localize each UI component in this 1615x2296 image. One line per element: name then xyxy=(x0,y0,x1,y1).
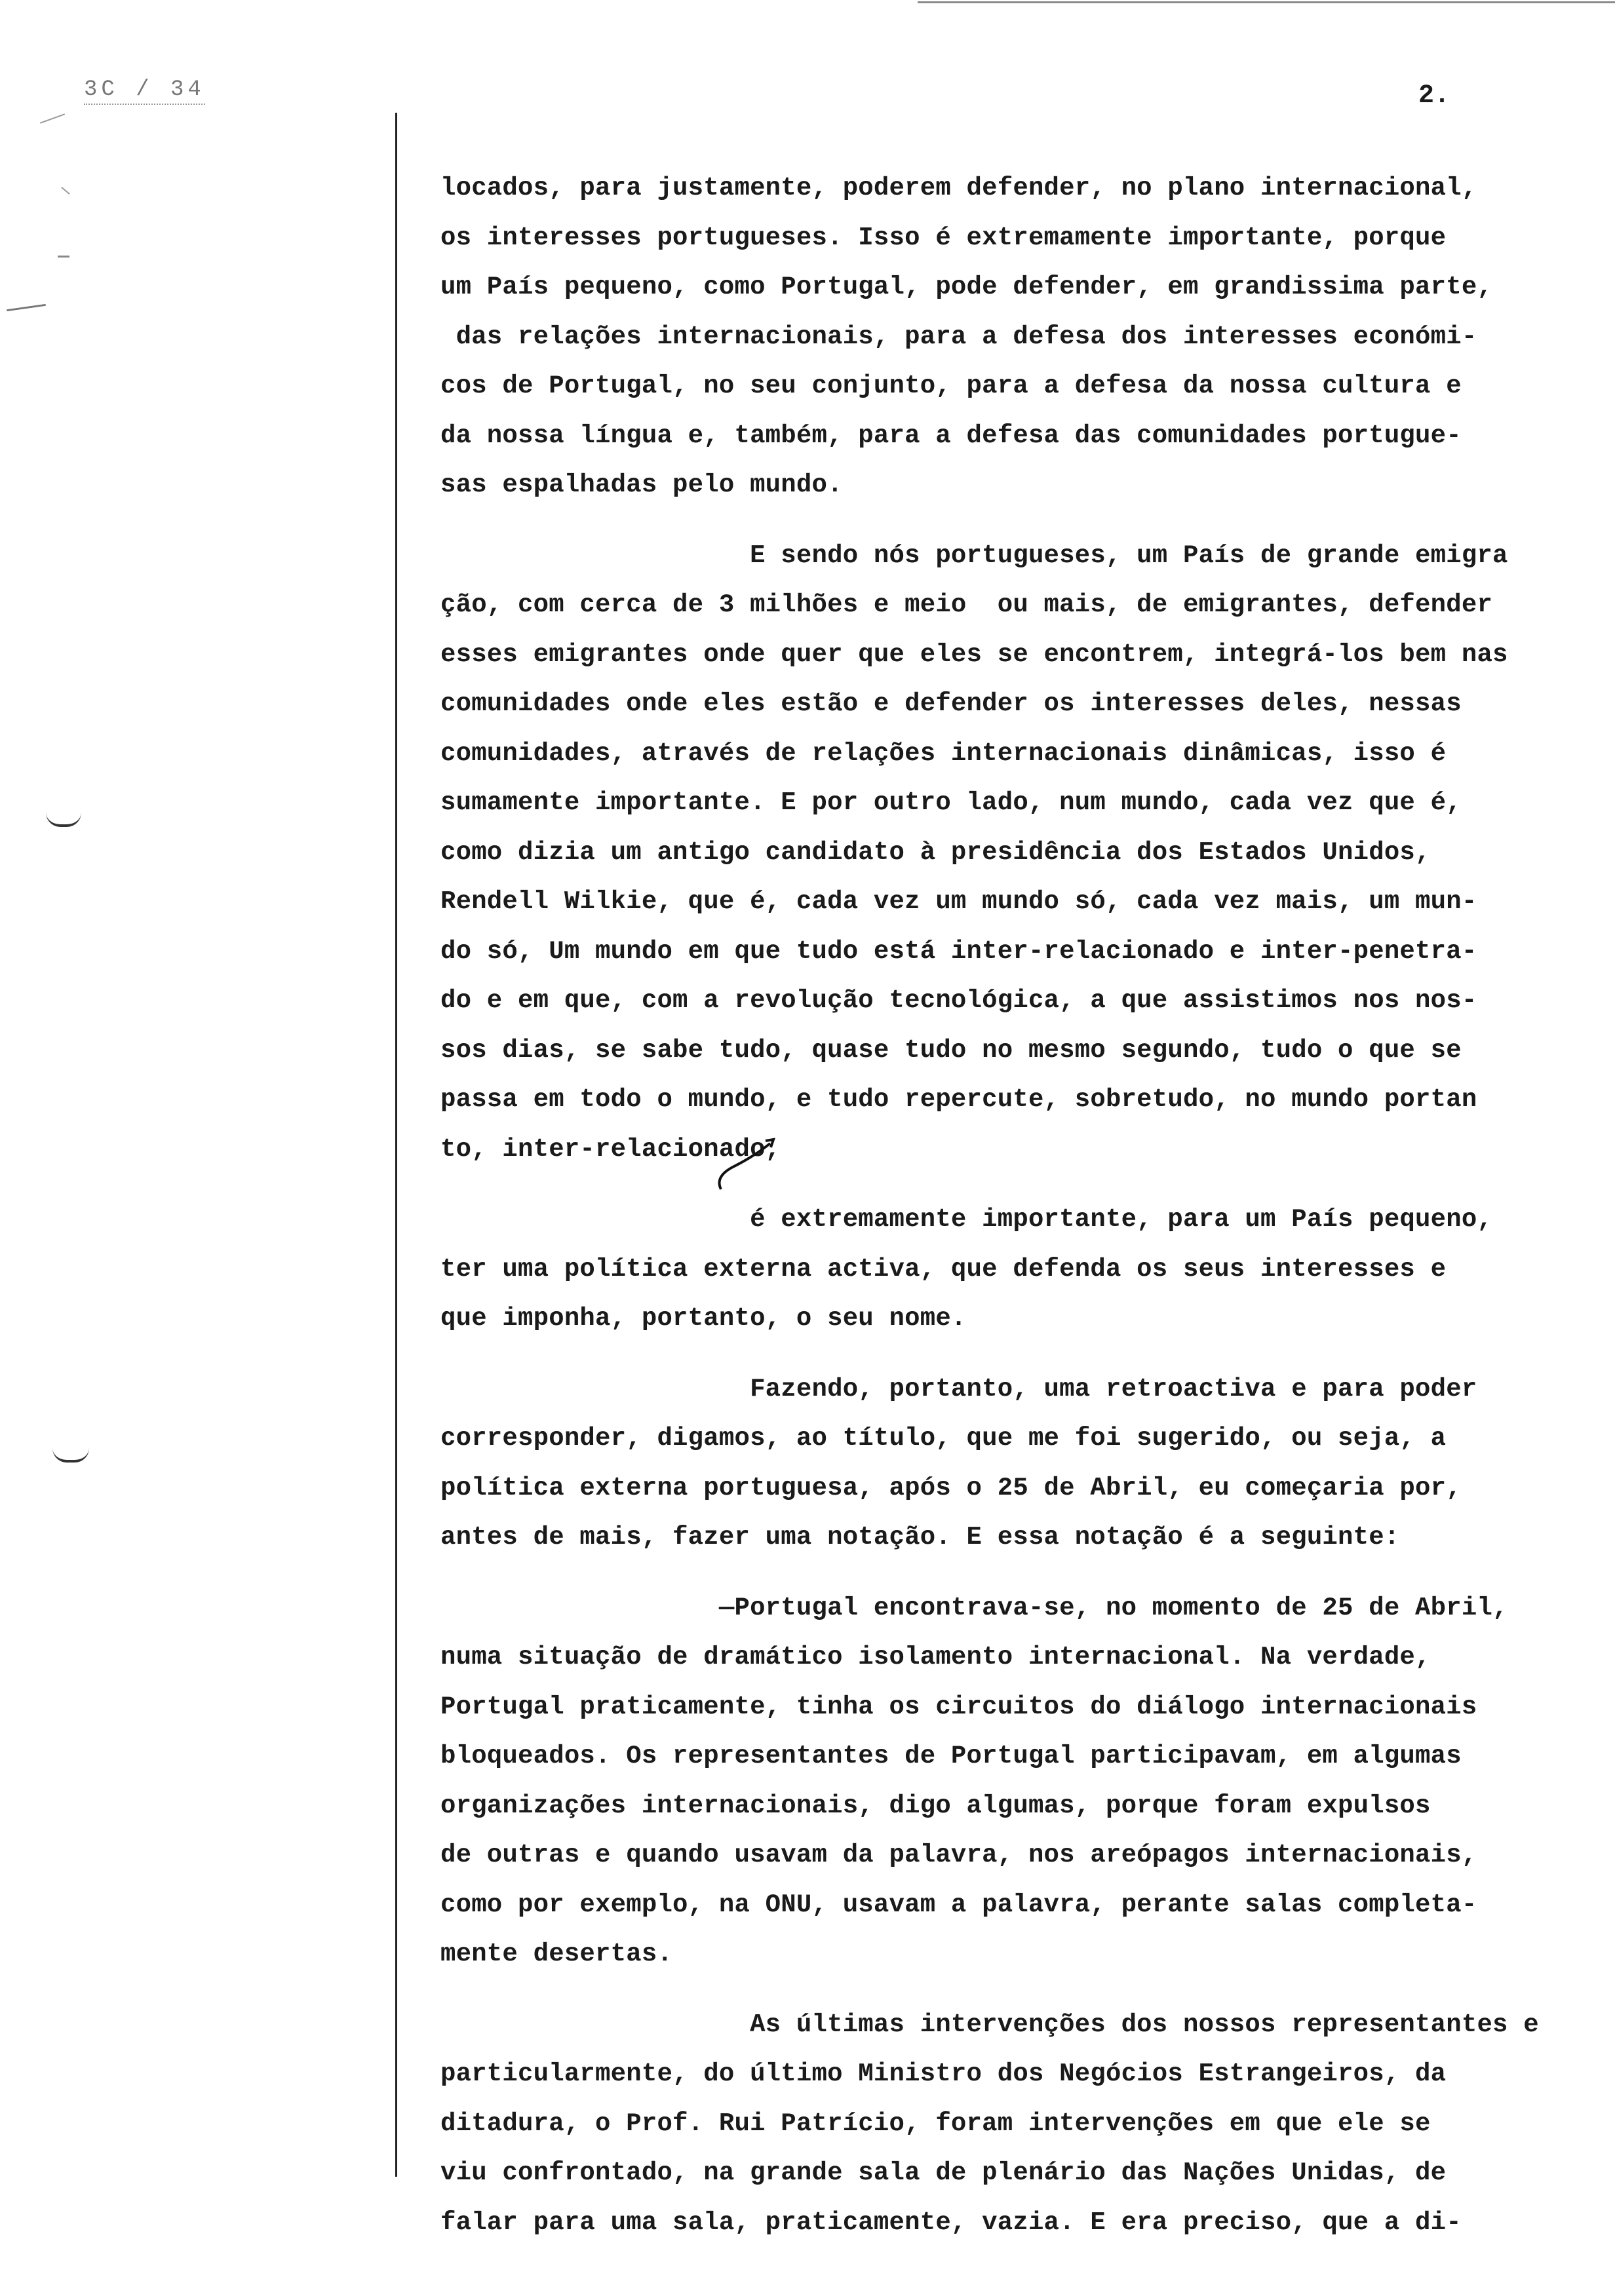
paragraph xyxy=(440,1195,1594,1344)
text-line: —Portugal encontrava-se, no momento de 25 de Abril, xyxy=(440,1593,1508,1622)
text-line: política externa portuguesa, após o 25 de Abril, eu começaria por, xyxy=(440,1473,1462,1502)
text-line: Fazendo, portanto, uma retroactiva e para poder xyxy=(440,1374,1477,1404)
text-line: comunidades onde eles estão e defender os interesses deles, nessas xyxy=(440,689,1462,718)
margin-mark xyxy=(58,256,69,258)
text-line: ção, com cerca de 3 milhões e meio ou mais, de emigrantes, defender xyxy=(440,590,1493,619)
text-line: do e em que, com a revolução tecnológica, a que assistimos nos nos- xyxy=(440,986,1477,1015)
handwritten-insertion-mark xyxy=(708,1137,826,1209)
text-line: locados, para justamente, poderem defender, no plano internacional, xyxy=(440,174,1477,202)
text-line: que imponha, portanto, o seu nome. xyxy=(440,1304,967,1333)
margin-mark xyxy=(40,113,65,124)
text-line: E sendo nós portugueses, um País de grande emigra xyxy=(440,541,1508,570)
text-line: As últimas intervenções dos nossos representantes e xyxy=(440,2010,1539,2039)
text-line: sos dias, se sabe tudo, quase tudo no mesmo segundo, tudo o que se xyxy=(440,1035,1462,1065)
binding-hole-mark xyxy=(52,1448,89,1463)
margin-mark xyxy=(61,187,70,195)
text-line: é extremamente importante, para um País pequeno, xyxy=(440,1205,1493,1234)
text-line: numa situação de dramático isolamento internacional. Na verdade, xyxy=(440,1643,1431,1672)
text-line: das relações internacionais, para a defesa dos interesses económi- xyxy=(440,322,1477,351)
paragraph xyxy=(440,531,1594,1175)
text-line: viu confrontado, na grande sala de plenário das Nações Unidas, de xyxy=(440,2158,1447,2187)
margin-mark xyxy=(7,304,46,311)
binding-hole-mark xyxy=(46,813,81,827)
text-line: to, inter-relacionado, xyxy=(440,1134,781,1164)
paragraph xyxy=(440,164,1594,510)
paragraph xyxy=(440,1584,1594,1980)
text-line: como dizia um antigo candidato à presidência dos Estados Unidos, xyxy=(440,837,1431,867)
archive-reference: 3C / 34 xyxy=(84,77,205,105)
text-line: ditadura, o Prof. Rui Patrício, foram intervenções em que ele se xyxy=(440,2109,1431,2138)
top-rule xyxy=(918,1,1615,3)
text-line: antes de mais, fazer uma notação. E essa notação é a seguinte: xyxy=(440,1523,1400,1552)
page-number: 2. xyxy=(1418,81,1450,111)
text-line: como por exemplo, na ONU, usavam a palavra, perante salas completa- xyxy=(440,1890,1477,1919)
text-line: particularmente, do último Ministro dos Negócios Estrangeiros, da xyxy=(440,2059,1447,2088)
left-margin-rule xyxy=(395,113,397,2177)
text-line: da nossa língua e, também, para a defesa das comunidades portugue- xyxy=(440,421,1462,450)
text-line: bloqueados. Os representantes de Portugal participavam, em algumas xyxy=(440,1742,1462,1770)
text-line: um País pequeno, como Portugal, pode defender, em grandissima parte, xyxy=(440,273,1493,301)
text-line: sumamente importante. E por outro lado, num mundo, cada vez que é, xyxy=(440,788,1462,817)
text-line: falar para uma sala, praticamente, vazia. E era preciso, que a di- xyxy=(440,2208,1462,2237)
text-line: mente desertas. xyxy=(440,1940,673,1968)
text-line: de outras e quando usavam da palavra, nos areópagos internacionais, xyxy=(440,1841,1477,1869)
text-line: passa em todo o mundo, e tudo repercute, sobretudo, no mundo portan xyxy=(440,1085,1477,1114)
text-line: cos de Portugal, no seu conjunto, para a defesa da nossa cultura e xyxy=(440,372,1462,400)
paragraph xyxy=(440,1365,1594,1563)
text-line: do só, Um mundo em que tudo está inter-relacionado e inter-penetra- xyxy=(440,936,1477,966)
document-body xyxy=(440,164,1594,2248)
text-line: os interesses portugueses. Isso é extremamente importante, porque xyxy=(440,223,1447,252)
text-line: ter uma política externa activa, que defenda os seus interesses e xyxy=(440,1254,1447,1284)
text-line: corresponder, digamos, ao título, que me foi sugerido, ou seja, a xyxy=(440,1424,1447,1453)
paragraph xyxy=(440,2000,1594,2248)
text-line: organizações internacionais, digo algumas, porque foram expulsos xyxy=(440,1791,1431,1820)
text-line: sas espalhadas pelo mundo. xyxy=(440,470,843,499)
text-line: Portugal praticamente, tinha os circuitos do diálogo internacionais xyxy=(440,1692,1477,1721)
text-line: esses emigrantes onde quer que eles se encontrem, integrá-los bem nas xyxy=(440,640,1508,669)
text-line: Rendell Wilkie, que é, cada vez um mundo só, cada vez mais, um mun- xyxy=(440,887,1477,916)
text-line: comunidades, através de relações internacionais dinâmicas, isso é xyxy=(440,738,1447,768)
